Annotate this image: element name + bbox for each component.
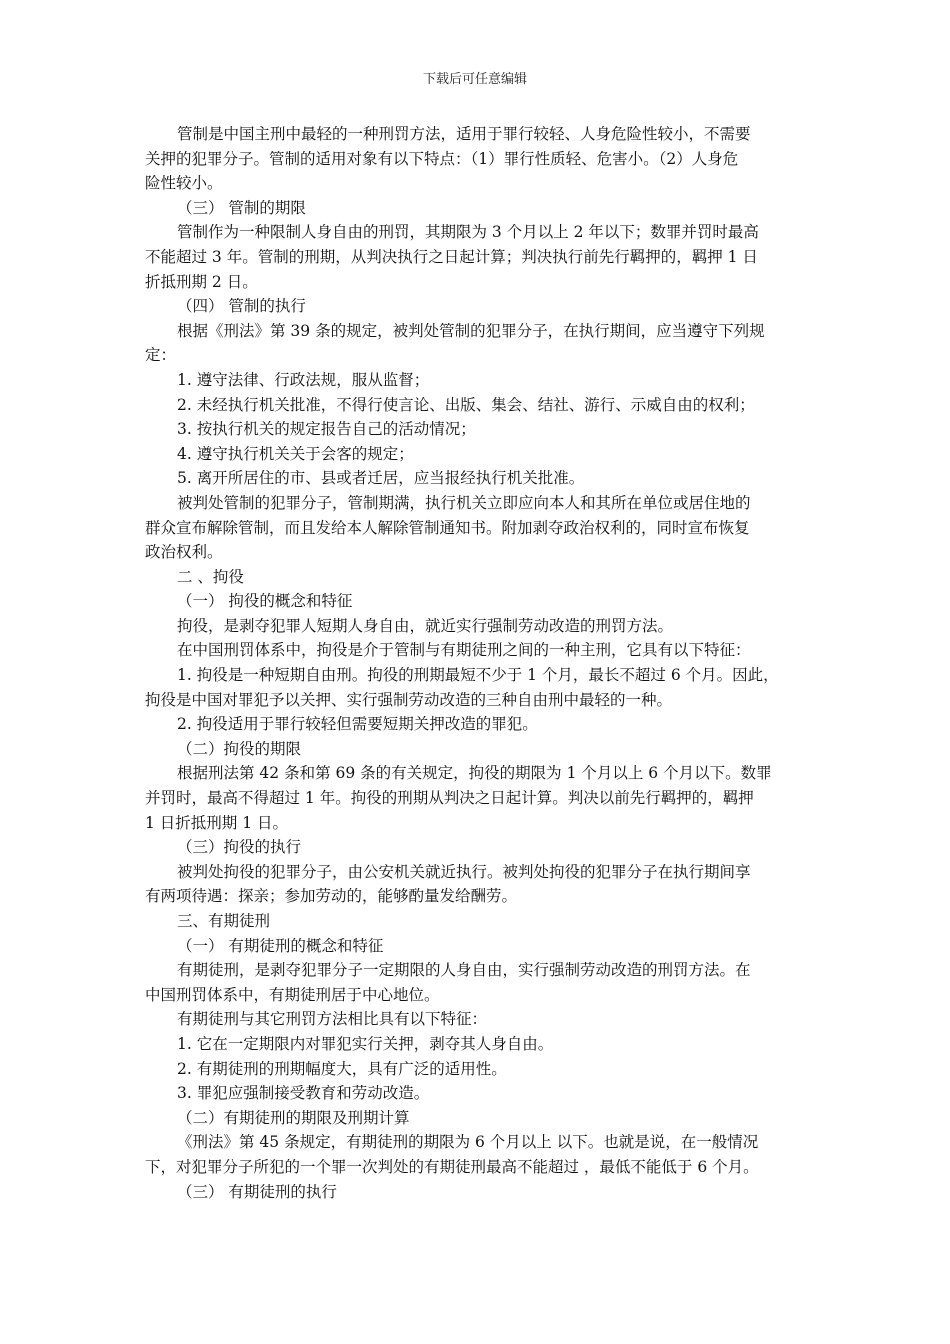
text-line: 二 、拘役 [177,567,244,586]
text-line: （一） 拘役的概念和特征 [177,592,353,611]
text-line: 并罚时，最高不得超过 1 年。拘役的刑期从判决之日起计算。判决以前先行羁押的，羁押 [145,789,754,808]
text-line: 有期徒刑，是剥夺犯罪分子一定期限的人身自由，实行强制劳动改造的刑罚方法。在 [177,961,751,980]
text-line: 被判处拘役的犯罪分子，由公安机关就近执行。被判处拘役的犯罪分子在执行期间享 [177,862,751,881]
text-line: 拘役，是剥夺犯罪人短期人身自由，就近实行强制劳动改造的刑罚方法。 [177,616,674,635]
text-line: 拘役是中国对罪犯予以关押、实行强制劳动改造的三种自由刑中最轻的一种。 [145,690,673,709]
text-line: 有两项待遇：探亲；参加劳动的，能够酌量发给酬劳。 [145,887,518,906]
text-line: （二）有期徒刑的期限及刑期计算 [177,1108,410,1127]
text-line: 根据《刑法》第 39 条的规定，被判处管制的犯罪分子，在执行期间，应当遵守下列规 [177,321,765,340]
text-line: 2. 拘役适用于罪行较轻但需要短期关押改造的罪犯。 [177,715,538,734]
text-line: 2. 有期徒刑的刑期幅度大，具有广泛的适用性。 [177,1059,507,1078]
text-line: 1. 它在一定期限内对罪犯实行关押，剥夺其人身自由。 [177,1034,554,1053]
text-line: 1. 拘役是一种短期自由刑。拘役的刑期最短不少于 1 个月，最长不超过 6 个月。因此， [177,666,779,685]
text-line: 被判处管制的犯罪分子，管制期满，执行机关立即应向本人和其所在单位或居住地的 [177,493,751,512]
text-line: 《刑法》第 45 条规定，有期徒刑的期限为 6 个月以上 以下。也就是说，在一般情况 [177,1133,759,1152]
text-line: （四） 管制的执行 [177,297,306,316]
text-line: 政治权利。 [145,543,223,562]
text-line: 管制作为一种限制人身自由的刑罚，其期限为 3 个月以上 2 年以下；数罪并罚时最高 [177,223,759,242]
text-line: 3. 罪犯应强制接受教育和劳动改造。 [177,1084,430,1103]
text-line: 折抵刑期 2 日。 [145,272,258,291]
text-line: 管制是中国主刑中最轻的一种刑罚方法，适用于罪行较轻、人身危险性较小，不需要 [177,125,751,143]
text-line: 5. 离开所居住的市、县或者迁居，应当报经执行机关批准。 [177,469,585,488]
page-header: 下载后可任意编辑 [422,72,527,87]
text-line: 有期徒刑与其它刑罚方法相比具有以下特征： [177,1010,488,1029]
text-line: 关押的犯罪分子。管制的适用对象有以下特点：（1）罪行性质轻、危害小。（2）人身危 [145,149,739,168]
text-line: 1 日折抵刑期 1 日。 [145,813,289,832]
text-line: （三）拘役的执行 [177,838,302,857]
text-line: 在中国刑罚体系中，拘役是介于管制与有期徒刑之间的一种主刑，它具有以下特征： [177,641,751,660]
text-line: （一） 有期徒刑的概念和特征 [177,936,384,955]
text-line: 1. 遵守法律、行政法规，服从监督； [177,370,430,389]
text-line: 根据刑法第 42 条和第 69 条的有关规定，拘役的期限为 1 个月以上 6 个月以下。数罪 [177,764,772,783]
text-line: 2. 未经执行机关批准，不得行使言论、出版、集会、结社、游行、示威自由的权利； [177,395,755,414]
text-line: 险性较小。 [145,174,223,193]
text-line: 3. 按执行机关的规定报告自己的活动情况； [177,420,476,439]
text-line: 群众宣布解除管制，而且发给本人解除管制通知书。附加剥夺政治权利的，同时宣布恢复 [145,518,750,537]
text-line: 中国刑罚体系中，有期徒刑居于中心地位。 [145,985,440,1004]
text-line: 不能超过 3 年。管制的刑期，从判决执行之日起计算；判决执行前先行羁押的，羁押 1 日 [145,247,758,266]
document-body [145,122,810,1204]
text-line: （三） 管制的期限 [177,198,306,217]
text-line: 三、有期徒刑 [177,912,271,930]
text-line: （三） 有期徒刑的执行 [177,1182,337,1201]
text-line: 下，对犯罪分子所犯的一个罪一次判处的有期徒刑最高不能超过 ，最低不能低于 6 个月。 [145,1157,759,1176]
text-line: 定： [145,346,177,365]
text-line: （二）拘役的期限 [177,739,302,758]
text-line: 4. 遵守执行机关关于会客的规定； [177,444,414,463]
